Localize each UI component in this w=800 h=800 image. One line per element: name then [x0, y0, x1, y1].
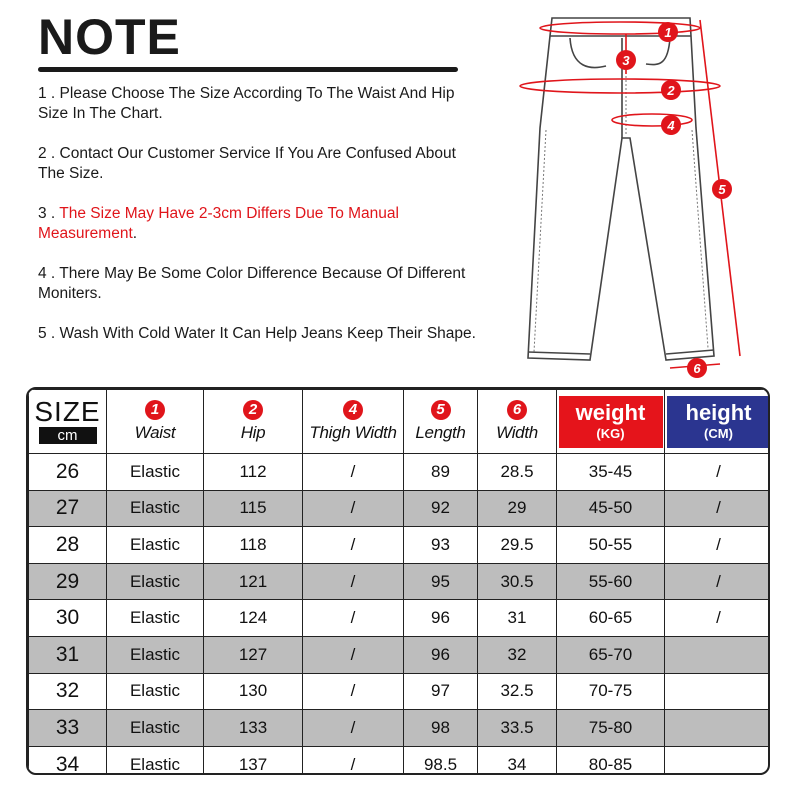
height-header-unit: (CM): [704, 425, 733, 441]
weight-cell: 75-80: [557, 710, 665, 747]
hip-cell: 121: [204, 563, 303, 600]
length-cell: 98: [404, 710, 478, 747]
height-header-label: height: [685, 399, 752, 425]
length-number-badge: 5: [431, 400, 451, 420]
note-4: [38, 264, 478, 304]
hip-cell: 124: [204, 600, 303, 637]
hip-header-label: Hip: [240, 423, 266, 442]
marker-2: [661, 80, 681, 100]
weight-cell: 55-60: [557, 563, 665, 600]
note-5: [38, 324, 478, 344]
length-cell: 98.5: [404, 746, 478, 775]
measure-lines: [520, 20, 740, 368]
width-cell: 32: [478, 636, 557, 673]
height-cell: /: [665, 454, 771, 491]
hip-cell: 133: [204, 710, 303, 747]
waist-cell: Elastic: [107, 600, 204, 637]
length-cell: 89: [404, 454, 478, 491]
size-cell: 30: [29, 600, 107, 637]
notes-list: [38, 84, 478, 364]
height-cell: [665, 746, 771, 775]
note-3-suffix: .: [132, 225, 138, 242]
table-row: [29, 563, 771, 600]
waist-cell: Elastic: [107, 636, 204, 673]
marker-2-label: 2: [667, 83, 675, 98]
note-1: [38, 84, 478, 124]
weight-cell: 45-50: [557, 490, 665, 527]
size-header-unit: cm: [39, 427, 97, 444]
length-cell: 97: [404, 673, 478, 710]
thigh-width-cell: /: [303, 673, 404, 710]
note-4-number: 4 .: [38, 265, 60, 282]
size-cell: 26: [29, 454, 107, 491]
thigh-width-cell: /: [303, 636, 404, 673]
col-header-weight: [557, 390, 665, 454]
note-1-text: Please Choose The Size According To The Waist And Hip Size In The Chart.: [38, 85, 455, 122]
length-cell: 96: [404, 636, 478, 673]
width-number-badge: 6: [507, 400, 527, 420]
height-header-box: [667, 396, 771, 448]
height-cell: /: [665, 490, 771, 527]
weight-header-label: weight: [575, 399, 646, 425]
note-3-text: The Size May Have 2-3cm Differs Due To Manual Measurement: [38, 205, 399, 242]
width-cell: 31: [478, 600, 557, 637]
table-row: [29, 746, 771, 775]
size-cell: 29: [29, 563, 107, 600]
thigh-width-cell: /: [303, 563, 404, 600]
marker-5: [712, 179, 732, 199]
note-5-number: 5 .: [38, 325, 60, 342]
weight-cell: 70-75: [557, 673, 665, 710]
table-row: [29, 673, 771, 710]
length-cell: 92: [404, 490, 478, 527]
hip-cell: 118: [204, 527, 303, 564]
width-cell: 34: [478, 746, 557, 775]
thigh-width-cell: /: [303, 600, 404, 637]
weight-cell: 35-45: [557, 454, 665, 491]
table-row: [29, 600, 771, 637]
size-cell: 28: [29, 527, 107, 564]
note-2-number: 2 .: [38, 145, 60, 162]
width-cell: 29.5: [478, 527, 557, 564]
col-header-thigh-width: [303, 390, 404, 454]
size-cell: 27: [29, 490, 107, 527]
weight-cell: 60-65: [557, 600, 665, 637]
note-1-number: 1 .: [38, 85, 60, 102]
size-table: [28, 389, 770, 775]
title-underline: [38, 67, 458, 72]
hip-cell: 137: [204, 746, 303, 775]
col-header-length: [404, 390, 478, 454]
hip-cell: 115: [204, 490, 303, 527]
height-cell: [665, 710, 771, 747]
size-cell: 31: [29, 636, 107, 673]
marker-1-label: 1: [664, 25, 672, 40]
width-cell: 28.5: [478, 454, 557, 491]
marker-3: [616, 50, 636, 70]
hip-cell: 112: [204, 454, 303, 491]
thigh-width-number-badge: 4: [343, 400, 363, 420]
weight-cell: 65-70: [557, 636, 665, 673]
thigh-width-cell: /: [303, 490, 404, 527]
thigh-width-header-label: Thigh Width: [309, 423, 397, 442]
note-3-number: 3 .: [38, 205, 60, 222]
thigh-width-cell: /: [303, 527, 404, 564]
table-row: [29, 636, 771, 673]
waist-cell: Elastic: [107, 746, 204, 775]
width-cell: 32.5: [478, 673, 557, 710]
marker-6-label: 6: [693, 361, 701, 376]
table-row: [29, 710, 771, 747]
length-cell: 93: [404, 527, 478, 564]
marker-4: [661, 115, 681, 135]
hip-cell: 127: [204, 636, 303, 673]
waist-cell: Elastic: [107, 490, 204, 527]
waist-cell: Elastic: [107, 454, 204, 491]
note-2-text: Contact Our Customer Service If You Are Confused About The Size.: [38, 145, 456, 182]
waist-cell: Elastic: [107, 673, 204, 710]
width-cell: 29: [478, 490, 557, 527]
col-header-waist: [107, 390, 204, 454]
hip-number-badge: 2: [243, 400, 263, 420]
col-header-width: [478, 390, 557, 454]
table-body: [29, 454, 771, 776]
weight-header-unit: (KG): [596, 425, 625, 441]
size-cell: 33: [29, 710, 107, 747]
weight-cell: 50-55: [557, 527, 665, 564]
jeans-outline: [528, 18, 714, 360]
table-row: [29, 527, 771, 564]
marker-1: [658, 22, 678, 42]
size-cell: 34: [29, 746, 107, 775]
waist-header-label: Waist: [134, 423, 176, 442]
size-chart: [26, 387, 770, 775]
waist-cell: Elastic: [107, 710, 204, 747]
height-cell: /: [665, 563, 771, 600]
note-2: [38, 144, 478, 184]
note-4-text: There May Be Some Color Difference Because Of Different Moniters.: [38, 265, 466, 302]
width-cell: 30.5: [478, 563, 557, 600]
weight-header-box: [559, 396, 663, 448]
height-cell: /: [665, 600, 771, 637]
height-cell: /: [665, 527, 771, 564]
width-cell: 33.5: [478, 710, 557, 747]
jeans-stitching: [534, 44, 708, 352]
thigh-width-cell: /: [303, 454, 404, 491]
marker-4-label: 4: [667, 118, 675, 133]
table-row: [29, 454, 771, 491]
marker-3-label: 3: [622, 53, 630, 68]
col-header-hip: [204, 390, 303, 454]
size-cell: 32: [29, 673, 107, 710]
thigh-width-cell: /: [303, 710, 404, 747]
note-3: [38, 204, 478, 244]
col-header-height: [665, 390, 771, 454]
width-header-label: Width: [496, 423, 538, 442]
hip-cell: 130: [204, 673, 303, 710]
waist-cell: Elastic: [107, 527, 204, 564]
waist-cell: Elastic: [107, 563, 204, 600]
height-cell: [665, 673, 771, 710]
length-header-label: Length: [415, 423, 466, 442]
waist-number-badge: 1: [145, 400, 165, 420]
marker-6: [687, 358, 707, 378]
table-row: [29, 490, 771, 527]
note-5-text: Wash With Cold Water It Can Help Jeans Keep Their Shape.: [59, 325, 476, 342]
marker-5-label: 5: [718, 182, 726, 197]
weight-cell: 80-85: [557, 746, 665, 775]
size-header-label: SIZE: [34, 396, 101, 427]
jeans-diagram: [510, 8, 770, 383]
length-cell: 95: [404, 563, 478, 600]
col-header-size: [29, 390, 107, 454]
height-cell: [665, 636, 771, 673]
thigh-width-cell: /: [303, 746, 404, 775]
length-cell: 96: [404, 600, 478, 637]
page-title: NOTE: [38, 9, 181, 65]
table-header-row: [29, 390, 771, 454]
